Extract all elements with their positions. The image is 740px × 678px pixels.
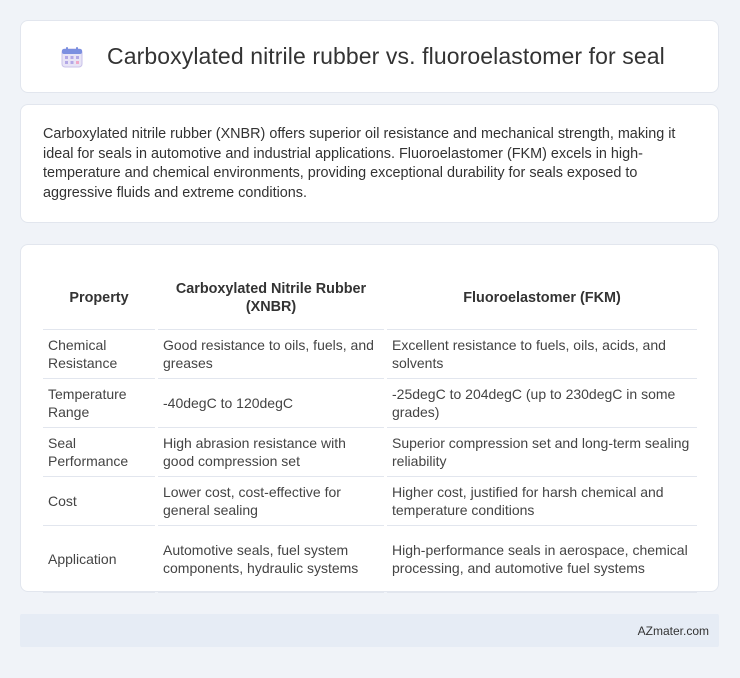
cell-property: Chemical Resistance: [43, 330, 155, 379]
title-card: [20, 20, 719, 93]
comparison-table-card: [20, 244, 719, 592]
cell-fkm: Higher cost, justified for harsh chemical and temperature conditions: [387, 477, 697, 526]
cell-fkm: High-performance seals in aerospace, chemical processing, and automotive fuel systems: [387, 526, 697, 593]
cell-property: Temperature Range: [43, 379, 155, 428]
comparison-table: [40, 267, 700, 593]
table-row: [43, 477, 697, 526]
cell-property: Cost: [43, 477, 155, 526]
footer-brand: AZmater.com: [637, 623, 709, 638]
header-property: Property: [43, 267, 155, 330]
table-row: [43, 330, 697, 379]
cell-property: Seal Performance: [43, 428, 155, 477]
table-row: [43, 428, 697, 477]
page-title: Carboxylated nitrile rubber vs. fluoroelastomer for seal: [107, 43, 665, 69]
table-row: [43, 379, 697, 428]
table-header-row: [43, 267, 697, 330]
header-xnbr: Carboxylated Nitrile Rubber (XNBR): [158, 267, 384, 330]
cell-xnbr: -40degC to 120degC: [158, 379, 384, 428]
calendar-icon: [61, 46, 83, 68]
cell-fkm: Excellent resistance to fuels, oils, acids, and solvents: [387, 330, 697, 379]
cell-xnbr: High abrasion resistance with good compression set: [158, 428, 384, 477]
cell-property: Application: [43, 526, 155, 593]
cell-fkm: -25degC to 204degC (up to 230degC in some grades): [387, 379, 697, 428]
cell-fkm: Superior compression set and long-term sealing reliability: [387, 428, 697, 477]
header-fkm: Fluoroelastomer (FKM): [387, 267, 697, 330]
table-row: [43, 526, 697, 593]
cell-xnbr: Good resistance to oils, fuels, and greases: [158, 330, 384, 379]
intro-card: [20, 104, 719, 223]
footer-bar: [20, 614, 719, 647]
cell-xnbr: Lower cost, cost-effective for general sealing: [158, 477, 384, 526]
intro-paragraph: Carboxylated nitrile rubber (XNBR) offers superior oil resistance and mechanical strength, making it ideal for seals in automotive and industrial applications. Fluoroelastomer (FKM) excels in high-temperature and chemical environments, providing exceptional durability for seals exposed to aggressive fluids and extreme conditions.: [43, 126, 676, 201]
cell-xnbr: Automotive seals, fuel system components, hydraulic systems: [158, 526, 384, 593]
